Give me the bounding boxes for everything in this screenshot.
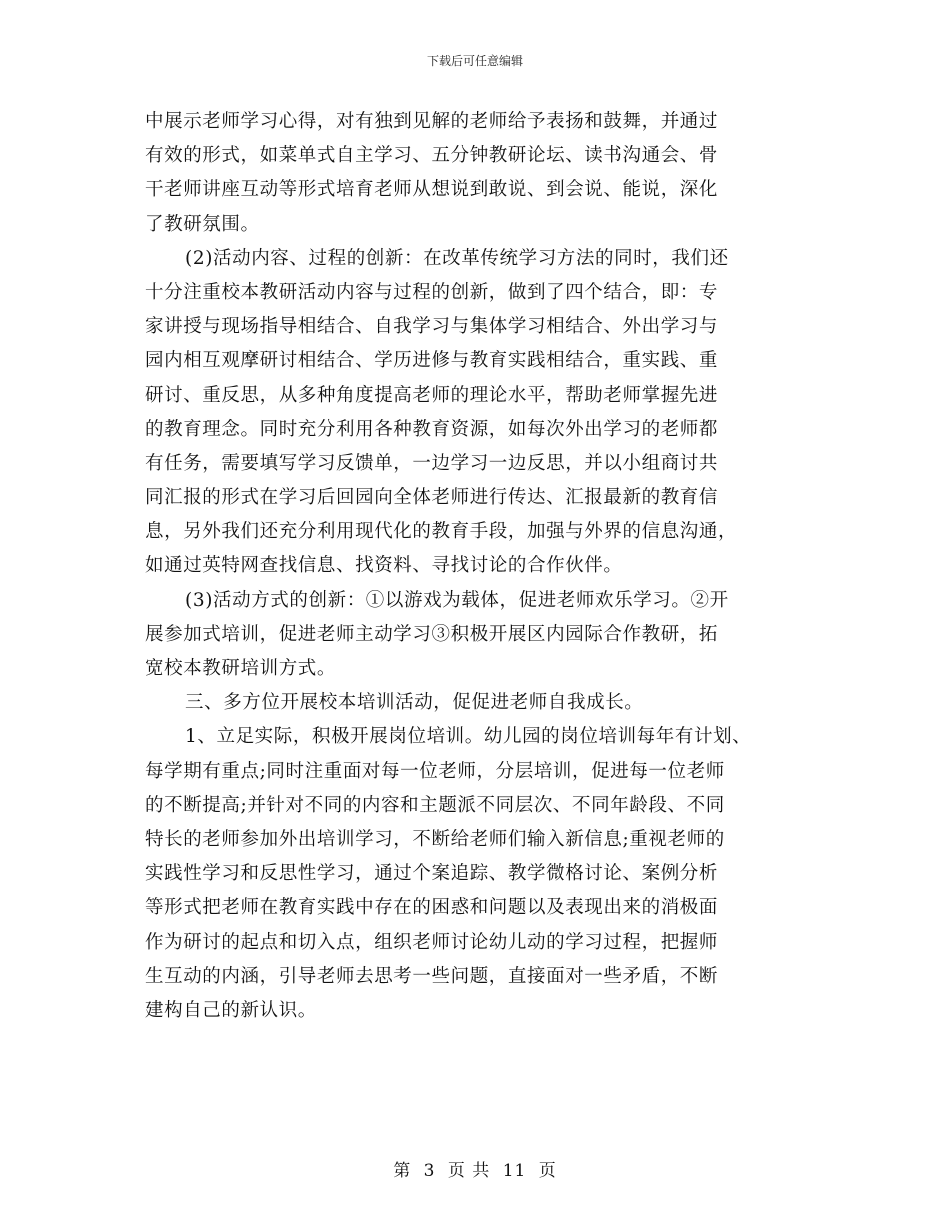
header-note: 下载后可任意编辑	[426, 54, 523, 68]
footer-total-pages: 11	[502, 1161, 527, 1181]
document-body	[145, 105, 805, 1028]
body-line: 有效的形式，如菜单式自主学习、五分钟教研论坛、读书沟通会、骨	[145, 145, 719, 167]
body-line: 每学期有重点;同时注重面对每一位老师，分层培训，促进每一位老师	[145, 760, 725, 782]
footer-middle: 页 共	[447, 1161, 491, 1181]
body-line: 园内相互观摩研讨相结合、学历进修与教育实践相结合，重实践、重	[145, 350, 719, 372]
body-line: 的教育理念。同时充分利用各种教育资源，如每次外出学习的老师都	[145, 418, 719, 440]
footer-page-number: 3	[423, 1161, 436, 1181]
body-line: 息，另外我们还充分利用现代化的教育手段，加强与外界的信息沟通，	[145, 521, 738, 543]
body-line: 1、立足实际，积极开展岗位培训。幼儿园的岗位培训每年有计划、	[185, 726, 752, 748]
body-line: 如通过英特网查找信息、找资料、寻找讨论的合作伙伴。	[145, 555, 623, 577]
page-footer	[0, 1156, 950, 1181]
body-line: 家讲授与现场指导相结合、自我学习与集体学习相结合、外出学习与	[145, 316, 719, 338]
footer-prefix: 第	[393, 1161, 412, 1181]
body-line: 建构自己的新认识。	[145, 999, 317, 1021]
body-line: 有任务，需要填写学习反馈单，一边学习一边反思，并以小组商讨共	[145, 452, 719, 474]
body-line: 了教研氛围。	[145, 213, 260, 235]
footer-suffix: 页	[538, 1161, 557, 1181]
body-line: 作为研讨的起点和切入点，组织老师讨论幼儿动的学习过程，把握师	[145, 931, 719, 953]
body-line: 实践性学习和反思性学习，通过个案追踪、教学微格讨论、案例分析	[145, 863, 719, 885]
body-line: 等形式把老师在教育实践中存在的困惑和问题以及表现出来的消极面	[145, 897, 719, 919]
body-line: 特长的老师参加外出培训学习，不断给老师们输入新信息;重视老师的	[145, 828, 725, 850]
body-line: 展参加式培训，促进老师主动学习③积极开展区内园际合作教研，拓	[145, 623, 719, 645]
body-line: 中展示老师学习心得，对有独到见解的老师给予表扬和鼓舞，并通过	[145, 111, 719, 132]
body-line: 生互动的内涵，引导老师去思考一些问题，直接面对一些矛盾，不断	[145, 965, 719, 987]
body-line: 三、多方位开展校本培训活动，促促进老师自我成长。	[185, 692, 644, 714]
body-line: 十分注重校本教研活动内容与过程的创新，做到了四个结合，即：专	[145, 281, 719, 303]
body-line: (3)活动方式的创新：①以游戏为载体，促进老师欢乐学习。②开	[185, 589, 729, 611]
body-line: 同汇报的形式在学习后回园向全体老师进行传达、汇报最新的教育信	[145, 487, 719, 509]
body-line: 研讨、重反思，从多种角度提高老师的理论水平，帮助老师掌握先进	[145, 384, 719, 406]
body-line: 干老师讲座互动等形式培育老师从想说到敢说、到会说、能说，深化	[145, 179, 719, 201]
body-line: 宽校本教研培训方式。	[145, 658, 337, 679]
body-line: 的不断提高;并针对不同的内容和主题派不同层次、不同年龄段、不同	[145, 794, 725, 816]
body-line: (2)活动内容、过程的创新：在改革传统学习方法的同时，我们还	[185, 247, 729, 269]
